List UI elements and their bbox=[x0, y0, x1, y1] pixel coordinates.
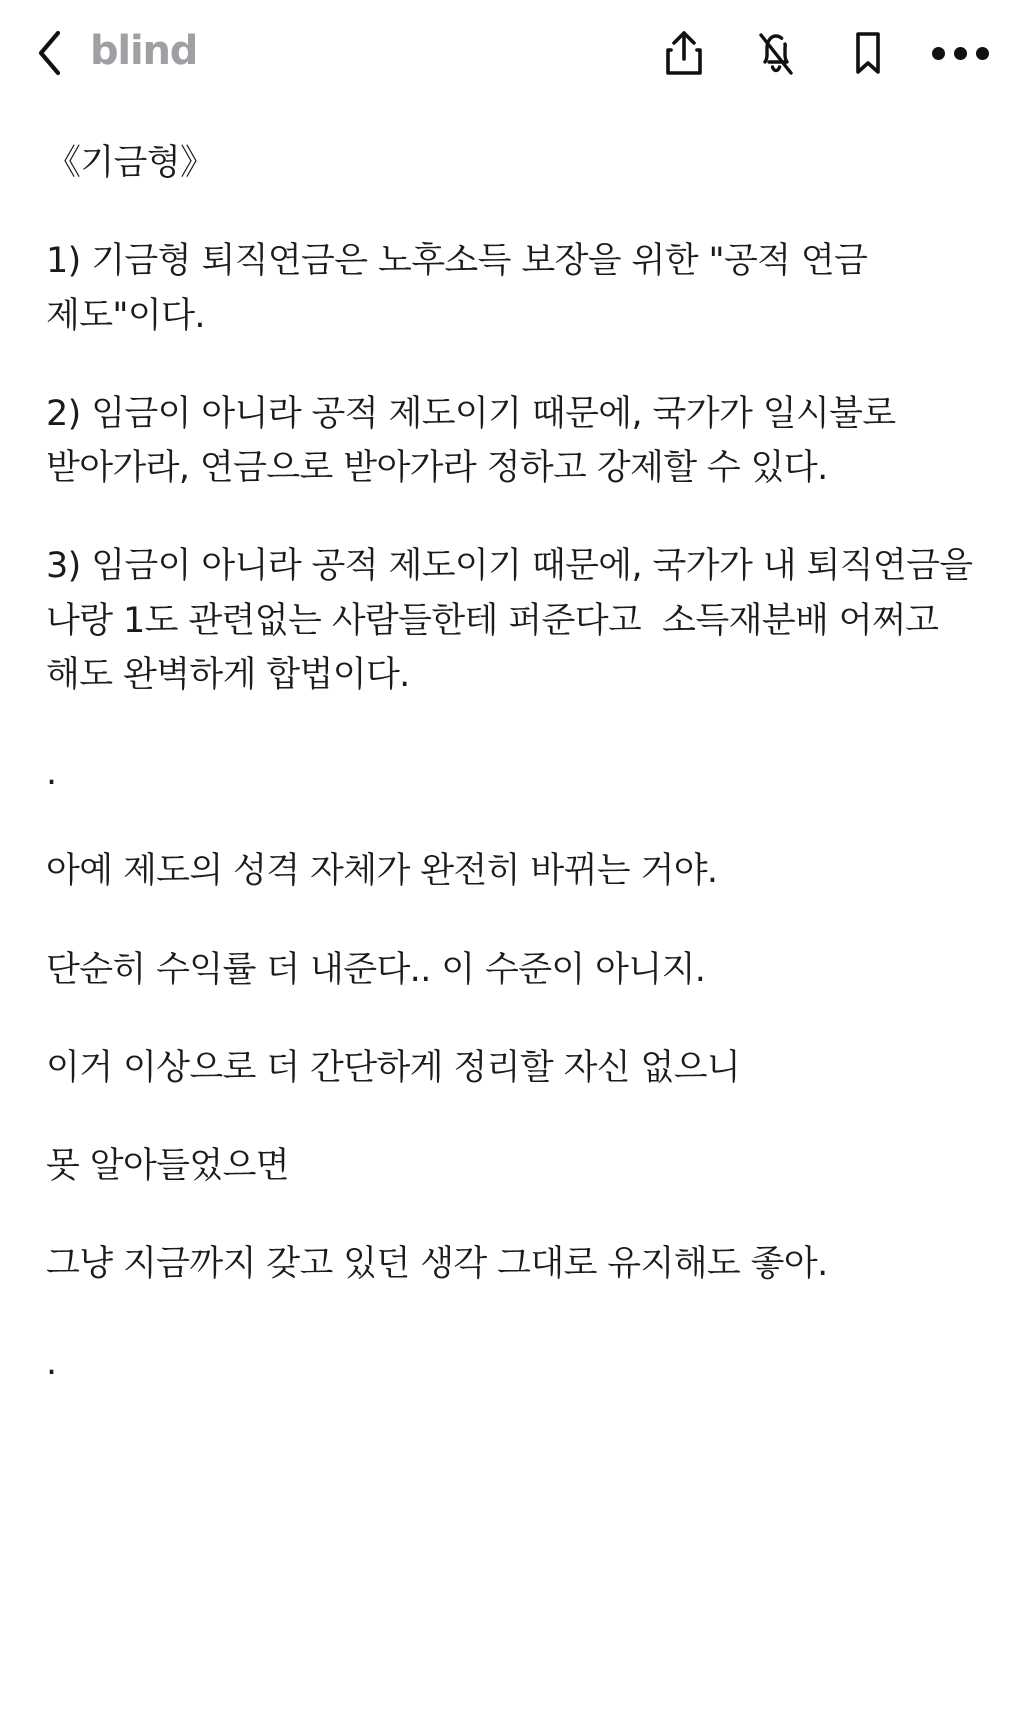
post-paragraph: 1) 기금형 퇴직연금은 노후소득 보장을 위한 "공적 연금 제도"이다. bbox=[46, 241, 878, 336]
share-button[interactable] bbox=[658, 25, 710, 81]
post-paragraph: 이거 이상으로 더 간단하게 정리할 자신 없으니 bbox=[46, 1047, 741, 1088]
chevron-left-icon bbox=[36, 30, 62, 76]
notification-off-icon bbox=[753, 29, 799, 77]
bookmark-button[interactable] bbox=[842, 25, 894, 81]
post-paragraph: 그냥 지금까지 갖고 있던 생각 그대로 유지해도 좋아. bbox=[46, 1244, 828, 1285]
post-body bbox=[0, 106, 1024, 1450]
post-paragraph: 아예 제도의 성격 자체가 완전히 바뀌는 거야. bbox=[46, 851, 718, 892]
topbar-actions bbox=[658, 25, 994, 81]
post-paragraph: 못 알아들었으면 bbox=[46, 1146, 289, 1186]
back-button[interactable] bbox=[26, 25, 72, 81]
share-icon bbox=[662, 29, 706, 77]
blind-logo: blind bbox=[90, 28, 198, 74]
notification-off-button[interactable] bbox=[750, 25, 802, 81]
post-paragraph: 《기금형》 bbox=[46, 143, 215, 183]
post-paragraph: 3) 임금이 아니라 공적 제도이기 때문에, 국가가 내 퇴직연금을 나랑 1도 관련없는 사람들한테 퍼준다고 소득재분배 어쩌고 해도 완벽하게 합법이다. bbox=[46, 546, 984, 695]
topbar-left-group bbox=[26, 25, 197, 81]
more-options-button[interactable] bbox=[934, 25, 986, 81]
post-paragraph: . bbox=[46, 1342, 57, 1383]
top-navigation-bar bbox=[0, 0, 1024, 106]
post-paragraph: . bbox=[46, 753, 57, 793]
post-paragraph: 2) 임금이 아니라 공적 제도이기 때문에, 국가가 일시불로 받아가라, 연금으로 받아가라 정하고 강제할 수 있다. bbox=[46, 393, 907, 488]
bookmark-icon bbox=[850, 29, 886, 77]
more-options-icon bbox=[932, 47, 989, 60]
post-paragraph: 단순히 수익률 더 내준다.. 이 수준이 아니지. bbox=[46, 949, 706, 990]
